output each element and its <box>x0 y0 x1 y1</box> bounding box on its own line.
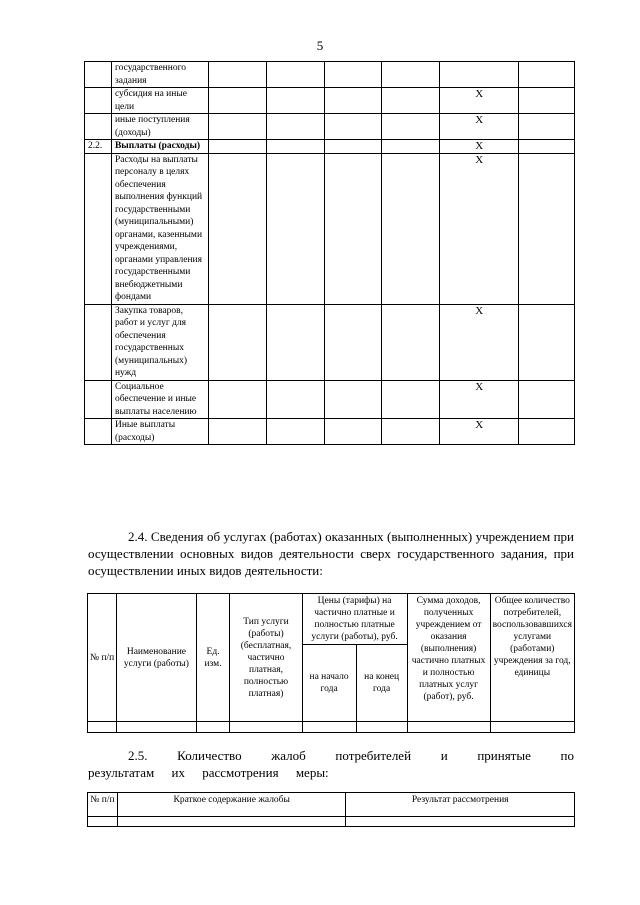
row-x-mark: Х <box>440 380 519 419</box>
col-service-name: Наименование услуги (работы) <box>117 594 196 722</box>
row-name: Расходы на выплаты персоналу в целях обеспечения выполнения функций государственными (муниципальными) органами, казенными учреждениями, органами управления государственными внебюджетными фондами <box>111 153 208 304</box>
table-row <box>85 380 575 419</box>
complaints-table <box>87 792 575 827</box>
col-price-end: на конец года <box>356 645 407 722</box>
row-x-mark: Х <box>440 419 519 445</box>
col-prices: Цены (тарифы) на частично платные и полностью платные услуги (работы), руб. <box>302 594 407 645</box>
row-x-mark: Х <box>440 153 519 304</box>
row-name: Социальное обеспечение и иные выплаты населению <box>111 380 208 419</box>
row-number <box>85 380 112 419</box>
row-name: субсидия на иные цели <box>111 88 208 114</box>
row-number <box>85 114 112 140</box>
col-num: № п/п <box>88 594 117 722</box>
row-x-mark: Х <box>440 114 519 140</box>
row-x-mark: Х <box>440 304 519 380</box>
table-row <box>85 140 575 154</box>
col-review-result: Результат рассмотрения <box>346 793 575 817</box>
table-row <box>85 304 575 380</box>
col-unit: Ед. изм. <box>196 594 230 722</box>
services-table <box>87 593 575 733</box>
col-price-start: на начало года <box>302 645 356 722</box>
row-number <box>85 153 112 304</box>
row-number <box>85 88 112 114</box>
table-row <box>85 62 575 88</box>
row-name: Закупка товаров, работ и услуг для обеспечения государственных (муниципальных) нужд <box>111 304 208 380</box>
row-number <box>85 304 112 380</box>
table-row <box>88 722 575 733</box>
section-2-5-text: 2.5. Количество жалоб потребителей и принятые по результатам их рассмотрения меры: <box>88 748 574 780</box>
table-row <box>85 88 575 114</box>
row-name: Выплаты (расходы) <box>111 140 208 154</box>
row-name: Иные выплаты (расходы) <box>111 419 208 445</box>
row-x-mark <box>440 62 519 88</box>
table-row <box>85 153 575 304</box>
col-service-type: Тип услуги (работы) (бесплатная, частично платная, полностью платная) <box>230 594 302 722</box>
row-number <box>85 62 112 88</box>
table-row <box>85 419 575 445</box>
row-name: государственного задания <box>111 62 208 88</box>
row-number <box>85 419 112 445</box>
row-x-mark: Х <box>440 88 519 114</box>
row-name: иные поступления (доходы) <box>111 114 208 140</box>
col-complaint-summary: Краткое содержание жалобы <box>117 793 346 817</box>
col-num: № п/п <box>88 793 118 817</box>
col-income: Сумма доходов, полученных учреждением от оказания (выполнения) частично платных и полностью платных услуг (работ), руб. <box>407 594 490 722</box>
section-2-4-text: 2.4. Сведения об услугах (работах) оказанных (выполненных) учреждением при осуществлении основных видов деятельности сверх государственного задания, при осуществлении иных видов деятельности: <box>88 529 574 578</box>
row-x-mark: Х <box>440 140 519 154</box>
page-number: 5 <box>316 38 324 53</box>
finance-table <box>84 61 575 445</box>
col-consumers: Общее количество потребителей, воспользовавшихся услугами (работами) учреждения за год, единицы <box>490 594 574 722</box>
table-row <box>85 114 575 140</box>
table-row <box>88 817 575 827</box>
row-number: 2.2. <box>85 140 112 154</box>
